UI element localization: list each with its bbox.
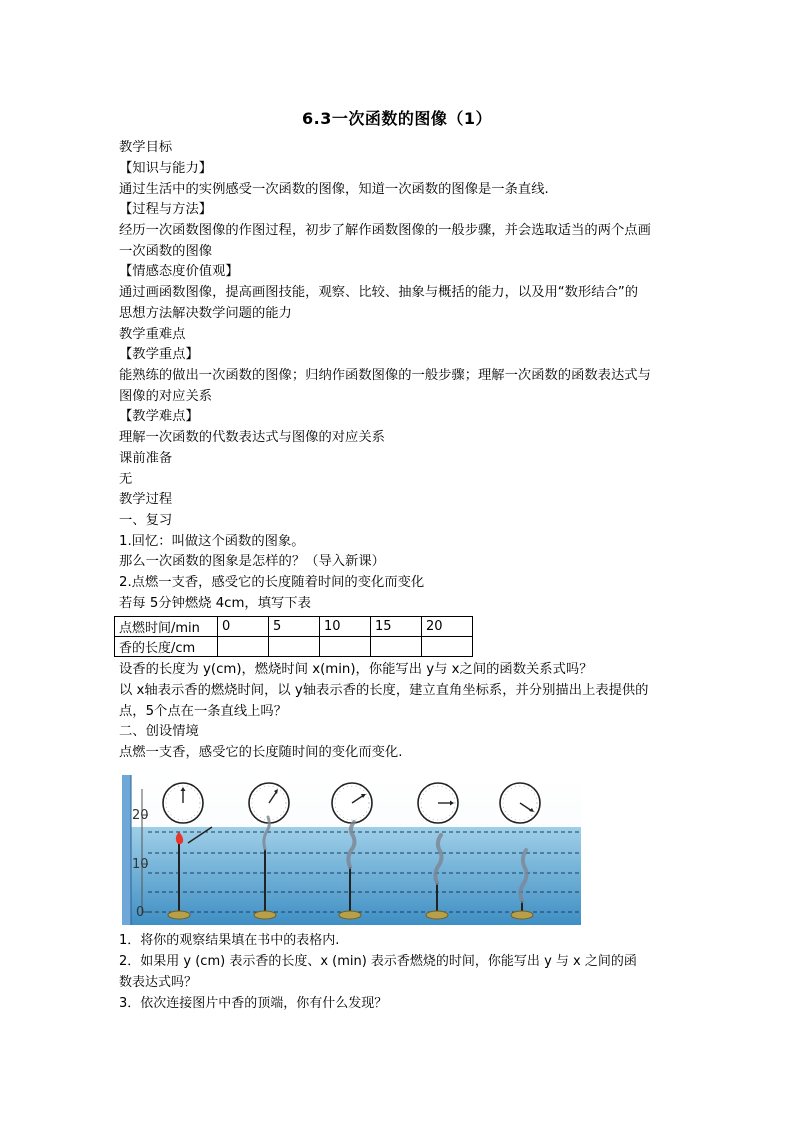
text-line: 经历一次函数图像的作图过程，初步了解作函数图像的一般步骤，并会选取适当的两个点画 [119, 223, 651, 238]
question-line: 3．依次连接图片中香的顶端，你有什么发现？ [119, 996, 388, 1011]
text-line: 教学目标 [119, 140, 173, 155]
text-line: 二、创设情境 [119, 724, 199, 739]
page-title: 6.3一次函数的图像（1） [302, 109, 492, 128]
text-line: 一、复习 [119, 513, 173, 528]
table-cell: 点燃时间/min [115, 617, 218, 637]
clock-icon [500, 783, 540, 823]
axis-label-0: 0 [136, 905, 145, 920]
text-line: 图像的对应关系 [119, 389, 213, 404]
text-line: 理解一次函数的代数表达式与图像的对应关系 [119, 430, 385, 445]
table-cell [320, 637, 371, 657]
clock-icon [332, 783, 372, 823]
text-line: 一次函数的图像 [119, 244, 213, 259]
table-cell [269, 637, 320, 657]
text-line: 那么一次函数的图象是怎样的？（导入新课） [119, 554, 385, 569]
text-line: 课前准备 [119, 451, 173, 466]
text-line: 【教学难点】 [119, 409, 199, 424]
table-cell [218, 637, 269, 657]
table-cell: 0 [218, 617, 269, 637]
clock-icon [418, 783, 458, 823]
text-line: 以 x轴表示香的燃烧时间，以 y轴表示香的长度，建立直角坐标系，并分别描出上表提供的 [119, 683, 649, 698]
text-line: 思想方法解决数学问题的能力 [119, 306, 292, 321]
text-line: 无 [119, 472, 133, 487]
incense-illustration [122, 775, 581, 925]
text-line: 能熟练的做出一次函数的图像；归纳作函数图像的一般步骤；理解一次函数的函数表达式与 [119, 368, 651, 383]
table-cell: 15 [371, 617, 422, 637]
question-line: 数表达式吗？ [119, 975, 198, 990]
text-line: 1.回忆：叫做这个函数的图象。 [119, 534, 305, 549]
data-table [114, 616, 473, 657]
table-cell: 香的长度/cm [115, 637, 218, 657]
text-line: 设香的长度为 y(cm)，燃烧时间 x(min)，你能写出 y与 x之间的函数关系式吗？ [119, 662, 593, 677]
axis-label-10: 10 [132, 857, 149, 872]
text-line: 教学重难点 [119, 327, 186, 342]
clock-icon [163, 783, 203, 823]
text-line: 若每 5分钟燃烧 4cm，填写下表 [119, 596, 311, 611]
question-line: 1．将你的观察结果填在书中的表格内. [119, 933, 340, 948]
text-line: 【知识与能力】 [119, 161, 213, 176]
text-line: 【教学重点】 [119, 347, 199, 362]
text-line: 点，5个点在一条直线上吗？ [119, 704, 288, 719]
text-line: 【过程与方法】 [119, 202, 213, 217]
axis-label-20: 20 [132, 808, 149, 823]
table-cell [371, 637, 422, 657]
table-cell [422, 637, 473, 657]
table-cell: 5 [269, 617, 320, 637]
text-line: 点燃一支香，感受它的长度随时间的变化而变化. [119, 745, 403, 760]
table-row [115, 637, 473, 657]
table-cell: 20 [422, 617, 473, 637]
text-line: 通过画函数图像，提高画图技能，观察、比较、抽象与概括的能力，以及用“数形结合”的 [119, 285, 639, 300]
text-line: 【情感态度价值观】 [119, 264, 239, 279]
table-row [115, 617, 473, 637]
text-line: 2.点燃一支香，感受它的长度随着时间的变化而变化 [119, 575, 425, 590]
question-line: 2．如果用 y (cm) 表示香的长度、x (min) 表示香燃烧的时间，你能写出 y 与 x 之间的函 [119, 954, 637, 969]
text-line: 教学过程 [119, 492, 173, 507]
table-cell: 10 [320, 617, 371, 637]
text-line: 通过生活中的实例感受一次函数的图像，知道一次函数的图像是一条直线. [119, 182, 549, 197]
